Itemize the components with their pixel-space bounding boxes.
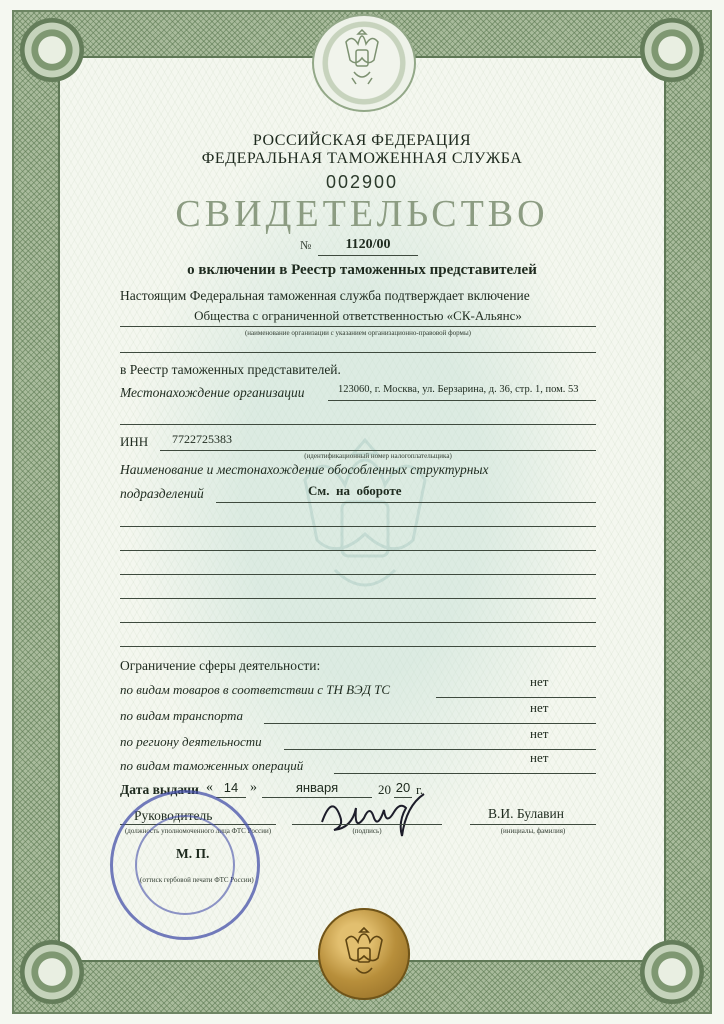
coat-of-arms-icon xyxy=(338,24,386,88)
restriction-region-label: по региону деятельности xyxy=(120,734,262,749)
country-heading: РОССИЙСКАЯ ФЕДЕРАЦИЯ xyxy=(252,132,472,149)
corner-ornament-icon xyxy=(640,18,704,82)
serial-number: 002900 xyxy=(325,172,399,192)
into-registry-text: в Реестр таможенных представителей. xyxy=(120,362,341,377)
certificate-number: 1120/00 xyxy=(345,237,391,252)
inn-underline xyxy=(160,450,596,451)
intro-text: Настоящим Федеральная таможенная служба подтверждает включение xyxy=(120,288,530,303)
number-underline xyxy=(318,255,418,256)
signer-role-hint: (должность уполномоченного лица ФТС России) xyxy=(124,827,272,835)
org-underline xyxy=(120,326,596,327)
restrictions-title: Ограничение сферы деятельности: xyxy=(120,658,321,673)
location-underline xyxy=(328,400,596,401)
restriction-goods-underline xyxy=(436,697,596,698)
inn-label: ИНН xyxy=(120,434,149,449)
signer-name-hint: (инициалы, фамилия) xyxy=(500,827,566,835)
number-label: № xyxy=(300,238,312,252)
blank-line xyxy=(120,424,596,425)
issue-year-unit: г. xyxy=(416,782,424,797)
restriction-transport-label: по видам транспорта xyxy=(120,708,243,723)
corner-ornament-icon xyxy=(640,940,704,1004)
issue-month: января xyxy=(295,780,339,795)
agency-heading: ФЕДЕРАЛЬНАЯ ТАМОЖЕННАЯ СЛУЖБА xyxy=(201,150,523,167)
issue-day-underline xyxy=(216,797,246,798)
blank-line xyxy=(120,352,596,353)
corner-ornament-icon xyxy=(20,18,84,82)
issue-close-quote: » xyxy=(250,780,257,795)
location-label: Местонахождение организации xyxy=(120,385,305,400)
blank-line xyxy=(120,646,596,647)
branches-label-line2: подразделений xyxy=(120,486,204,501)
blank-line xyxy=(120,574,596,575)
blank-line xyxy=(120,622,596,623)
organization-name: Общества с ограниченной ответственностью «СК-Альянс» xyxy=(194,308,522,323)
inn-value: 7722725383 xyxy=(172,432,232,446)
restriction-transport-underline xyxy=(264,723,596,724)
document-subtitle: о включении в Реестр таможенных представителей xyxy=(187,262,537,278)
official-stamp xyxy=(110,790,260,940)
blank-line xyxy=(120,598,596,599)
restriction-region-value: нет xyxy=(530,726,549,741)
seal-hint: (оттиск гербовой печати ФТС России) xyxy=(140,876,254,884)
inn-hint: (идентификационный номер налогоплательщика) xyxy=(304,452,452,460)
document-title: СВИДЕТЕЛЬСТВО xyxy=(175,193,549,235)
signature-underline xyxy=(292,824,442,825)
restriction-goods-value: нет xyxy=(530,674,549,689)
restriction-operations-label: по видам таможенных операций xyxy=(120,758,304,773)
signer-role: Руководитель xyxy=(134,808,213,823)
restriction-transport-value: нет xyxy=(530,700,549,715)
official-stamp-inner-ring xyxy=(135,815,235,915)
restriction-operations-value: нет xyxy=(530,750,549,765)
org-hint: (наименование организации с указанием организационно-правовой формы) xyxy=(244,329,472,337)
branches-value: См. на обороте xyxy=(308,483,402,498)
restriction-operations-underline xyxy=(334,773,596,774)
issue-year-prefix: 20 xyxy=(378,782,391,797)
issue-open-quote: « xyxy=(206,780,213,795)
location-value: 123060, г. Москва, ул. Берзарина, д. 36, стр. 1, пом. 53 xyxy=(338,384,579,395)
signer-name-underline xyxy=(470,824,596,825)
blank-line xyxy=(120,550,596,551)
blank-line xyxy=(120,526,596,527)
signer-name: В.И. Булавин xyxy=(488,806,565,821)
corner-ornament-icon xyxy=(20,940,84,1004)
issue-year-suffix: 20 xyxy=(395,780,411,795)
restriction-region-underline xyxy=(284,749,596,750)
restriction-goods-label: по видам товаров в соответствии с ТН ВЭД ТС xyxy=(120,682,391,697)
issue-date-label: Дата выдачи xyxy=(120,782,199,797)
gold-eagle-icon xyxy=(340,924,388,984)
gold-seal xyxy=(318,908,410,1000)
signature-hint: (подпись) xyxy=(352,827,382,835)
issue-day: 14 xyxy=(223,780,239,795)
seal-place-label: М. П. xyxy=(176,846,210,861)
branches-label-line1: Наименование и местонахождение обособленных структурных xyxy=(120,462,489,477)
branches-underline xyxy=(216,502,596,503)
